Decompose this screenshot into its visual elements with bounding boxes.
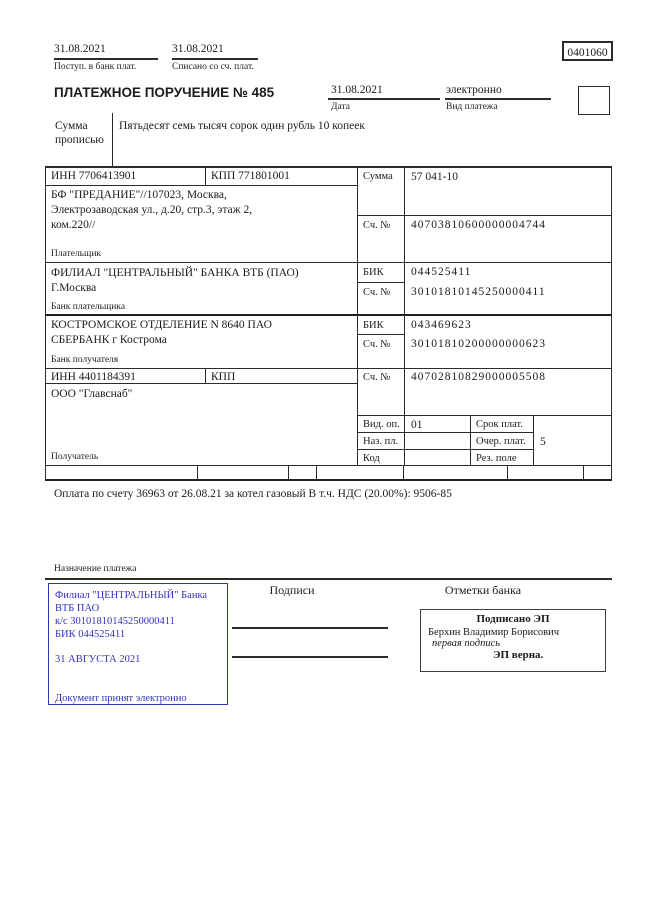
purpose-label: Назначение платежа (54, 564, 137, 574)
beneficiary-account-value: 40702810829000005508 (411, 371, 546, 383)
payer-bank-label: Банк плательщика (51, 302, 126, 312)
divider (533, 415, 534, 465)
divider (357, 282, 404, 283)
divider (45, 166, 46, 481)
beneficiary-account-label: Сч. № (363, 372, 391, 383)
divider (45, 479, 612, 481)
priority-value: 5 (540, 436, 546, 448)
divider (45, 166, 612, 168)
doc-date-label: Дата (331, 102, 350, 112)
divider (357, 334, 404, 335)
divider (45, 262, 612, 263)
divider (45, 368, 612, 369)
divider (45, 578, 612, 580)
op-kind-value: 01 (411, 419, 423, 431)
signature-line (232, 656, 388, 658)
status-checkbox (578, 86, 610, 115)
divider (357, 166, 358, 465)
beneficiary-bank-name (51, 318, 272, 348)
beneficiary-bank-account-label: Сч. № (363, 339, 391, 350)
divider (357, 449, 533, 450)
signature-line (232, 627, 388, 629)
doc-date: 31.08.2021 (331, 84, 383, 96)
beneficiary-bank-name-line1: КОСТРОМСКОЕ ОТДЕЛЕНИЕ N 8640 ПАО (51, 319, 272, 331)
divider (445, 98, 551, 100)
beneficiary-bank-name-line2: СБЕРБАНК г Кострома (51, 334, 167, 346)
payer-bank-name-line2: Г.Москва (51, 282, 97, 294)
divider (172, 58, 258, 60)
code-label: Код (363, 453, 380, 464)
payment-kind-label: Вид платежа (446, 102, 498, 112)
document-title: ПЛАТЕЖНОЕ ПОРУЧЕНИЕ № 485 (54, 85, 275, 100)
stamp-line4: БИК 044525411 (55, 629, 126, 640)
ep-sign-type: первая подпись (432, 638, 501, 649)
divider (316, 465, 317, 481)
beneficiary-bank-bik-label: БИК (363, 320, 384, 331)
ep-signer-name: Берхин Владимир Борисович (428, 627, 559, 638)
divider (45, 465, 612, 466)
bank-stamp (48, 583, 228, 705)
debited-date-label: Списано со сч. плат. (172, 62, 254, 72)
bank-marks-title: Отметки банка (444, 583, 522, 597)
received-date-label: Поступ. в банк плат. (54, 62, 137, 72)
divider (328, 98, 440, 100)
stamp-footer: Документ принят электронно (55, 693, 187, 704)
debited-date: 31.08.2021 (172, 43, 224, 55)
divider (470, 415, 471, 465)
ep-verified: ЭП верна. (493, 649, 544, 661)
divider (45, 314, 612, 316)
divider (112, 113, 113, 166)
payer-bank-account-label: Сч. № (363, 287, 391, 298)
payer-inn: ИНН 7706413901 (51, 170, 137, 182)
amount-words-label (55, 119, 105, 147)
divider (357, 415, 612, 416)
ep-title: Подписано ЭП (476, 613, 550, 625)
sum-label: Сумма (363, 171, 393, 182)
payment-table (45, 166, 612, 481)
stamp-line1: Филиал "ЦЕНТРАЛЬНЫЙ" Банка (55, 590, 208, 601)
divider (197, 465, 198, 481)
signatures-title: Подписи (269, 583, 315, 597)
stamp-line3: к/с 30101810145250000411 (55, 616, 175, 627)
naz-pl-label: Наз. пл. (363, 436, 399, 447)
divider (205, 166, 206, 185)
form-code-box (562, 41, 613, 61)
beneficiary-label: Получатель (51, 452, 99, 462)
payment-kind: электронно (446, 84, 502, 96)
payer-account-value: 40703810600000004744 (411, 219, 546, 231)
divider (288, 465, 289, 481)
due-date-label: Срок плат. (476, 419, 523, 430)
payer-bank-name-line1: ФИЛИАЛ "ЦЕНТРАЛЬНЫЙ" БАНКА ВТБ (ПАО) (51, 267, 299, 279)
divider (583, 465, 584, 481)
divider (403, 465, 404, 481)
beneficiary-bank-account-value: 30101810200000000623 (411, 338, 546, 350)
electronic-signature-box (420, 609, 606, 672)
received-date: 31.08.2021 (54, 43, 106, 55)
payer-account-label: Сч. № (363, 220, 391, 231)
divider (205, 368, 206, 383)
beneficiary-bank-label: Банк получателя (51, 355, 119, 365)
sum-value: 57 041-10 (411, 171, 458, 183)
amount-words-label-line2: прописью (55, 134, 104, 146)
priority-label: Очер. плат. (476, 436, 526, 447)
divider (507, 465, 508, 481)
reserve-field-label: Рез. поле (476, 453, 517, 464)
beneficiary-name: ООО "Главснаб" (51, 388, 133, 400)
payer-name: БФ "ПРЕДАНИЕ"//107023, Москва, Электрозаводская ул., д.20, стр.3, этаж 2, ком.220// (51, 189, 253, 231)
payer-kpp: КПП 771801001 (211, 170, 290, 182)
beneficiary-bank-bik-value: 043469623 (411, 319, 472, 331)
beneficiary-kpp: КПП (211, 371, 236, 383)
payer-bank-bik-label: БИК (363, 267, 384, 278)
payer-bank-name (51, 266, 299, 296)
payer-bank-account-value: 30101810145250000411 (411, 286, 546, 298)
beneficiary-inn: ИНН 4401184391 (51, 371, 136, 383)
op-kind-label: Вид. оп. (363, 419, 400, 430)
divider (45, 185, 357, 186)
payer-bank-bik-value: 044525411 (411, 266, 472, 278)
amount-words-value: Пятьдесят семь тысяч сорок один рубль 10 копеек (119, 120, 365, 132)
stamp-line2: ВТБ ПАО (55, 603, 100, 614)
divider (357, 215, 612, 216)
divider (357, 432, 533, 433)
form-code: 0401060 (567, 47, 608, 59)
purpose-text: Оплата по счету 36963 от 26.08.21 за котел газовый В т.ч. НДС (20.00%): 9506-85 (54, 488, 452, 500)
payer-label: Плательщик (51, 249, 102, 259)
divider (54, 58, 158, 60)
amount-words-label-line1: Сумма (55, 120, 88, 132)
divider (404, 166, 405, 465)
stamp-date: 31 АВГУСТА 2021 (55, 654, 141, 665)
divider (611, 166, 612, 481)
